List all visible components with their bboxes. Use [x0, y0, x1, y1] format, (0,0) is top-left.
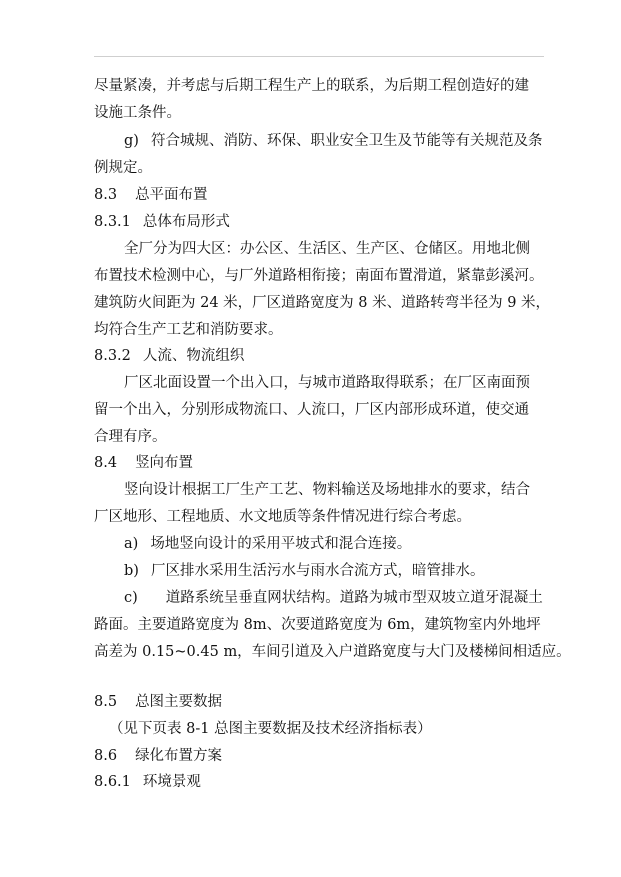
body-text-line: 全厂分为四大区：办公区、生活区、生产区、仓储区。用地北侧 — [124, 241, 530, 257]
section-number: 8.3 — [94, 187, 118, 203]
list-marker: b) — [124, 563, 139, 579]
list-item-a — [124, 534, 411, 554]
section-title: 竖向布置 — [135, 455, 194, 471]
list-item-g — [124, 131, 542, 151]
section-title: 总平面布置 — [135, 187, 208, 203]
body-text-line: 设施工条件。 — [94, 105, 181, 121]
table-reference-note: （见下页表 8-1 总图主要数据及技术经济指标表） — [109, 721, 432, 737]
section-heading-8-4 — [94, 453, 193, 473]
body-text-line: 建筑防火间距为 24 米，厂区道路宽度为 8 米、道路转弯半径为 9 米， — [94, 295, 551, 311]
section-heading-8-3-1 — [94, 212, 230, 232]
list-item-text: 场地竖向设计的采用平坡式和混合连接。 — [150, 536, 412, 552]
section-heading-8-6-1 — [94, 772, 201, 792]
body-text-line: 留一个出入，分别形成物流口、人流口，厂区内部形成环道，使交通 — [94, 402, 529, 418]
body-text-line: 合理有序。 — [94, 429, 167, 445]
list-item-text: 符合城规、消防、环保、职业安全卫生及节能等有关规范及条 — [150, 133, 543, 149]
section-heading-8-3 — [94, 185, 208, 205]
section-title: 总体布局形式 — [142, 214, 230, 230]
list-marker: g) — [124, 133, 139, 149]
list-marker: c) — [124, 590, 138, 606]
header-rule — [94, 56, 544, 57]
body-text-line: 路面。主要道路宽度为 8m、次要道路宽度为 6m，建筑物室内外地坪 — [94, 617, 541, 633]
list-item-c — [124, 588, 543, 608]
section-number: 8.3.1 — [94, 214, 131, 230]
body-text-line: 厂区地形、工程地质、水文地质等条件情况进行综合考虑。 — [94, 509, 471, 525]
body-text-line: 竖向设计根据工厂生产工艺、物料输送及场地排水的要求，结合 — [124, 482, 530, 498]
body-text-line: 尽量紧凑，并考虑与后期工程生产上的联系，为后期工程创造好的建 — [94, 78, 529, 94]
section-heading-8-6 — [94, 746, 222, 766]
list-item-b — [124, 561, 484, 581]
section-number: 8.6 — [94, 748, 118, 764]
body-text-line: 厂区北面设置一个出入口，与城市道路取得联系；在厂区南面预 — [124, 375, 530, 391]
section-number: 8.5 — [94, 694, 118, 710]
section-title: 环境景观 — [142, 774, 201, 790]
list-item-text: 道路系统呈垂直网状结构。道路为城市型双坡立道牙混凝土 — [165, 590, 543, 606]
body-text-line: 高差为 0.15~0.45 m，车间引道及入户道路宽度与大门及楼梯间相适应。 — [94, 644, 571, 660]
section-title: 绿化布置方案 — [135, 748, 223, 764]
body-text-line: 例规定。 — [94, 160, 152, 176]
body-text-line: 均符合生产工艺和消防要求。 — [94, 322, 283, 338]
list-marker: a) — [124, 536, 139, 552]
body-text-line: 布置技术检测中心，与厂外道路相衔接；南面布置滑道，紧靠彭溪河。 — [94, 268, 544, 284]
section-number: 8.3.2 — [94, 348, 131, 364]
list-item-text: 厂区排水采用生活污水与雨水合流方式，暗管排水。 — [150, 563, 485, 579]
section-heading-8-3-2 — [94, 346, 244, 366]
section-heading-8-5 — [94, 692, 222, 712]
section-title: 总图主要数据 — [135, 694, 223, 710]
section-number: 8.4 — [94, 455, 118, 471]
section-number: 8.6.1 — [94, 774, 131, 790]
section-title: 人流、物流组织 — [142, 348, 245, 364]
